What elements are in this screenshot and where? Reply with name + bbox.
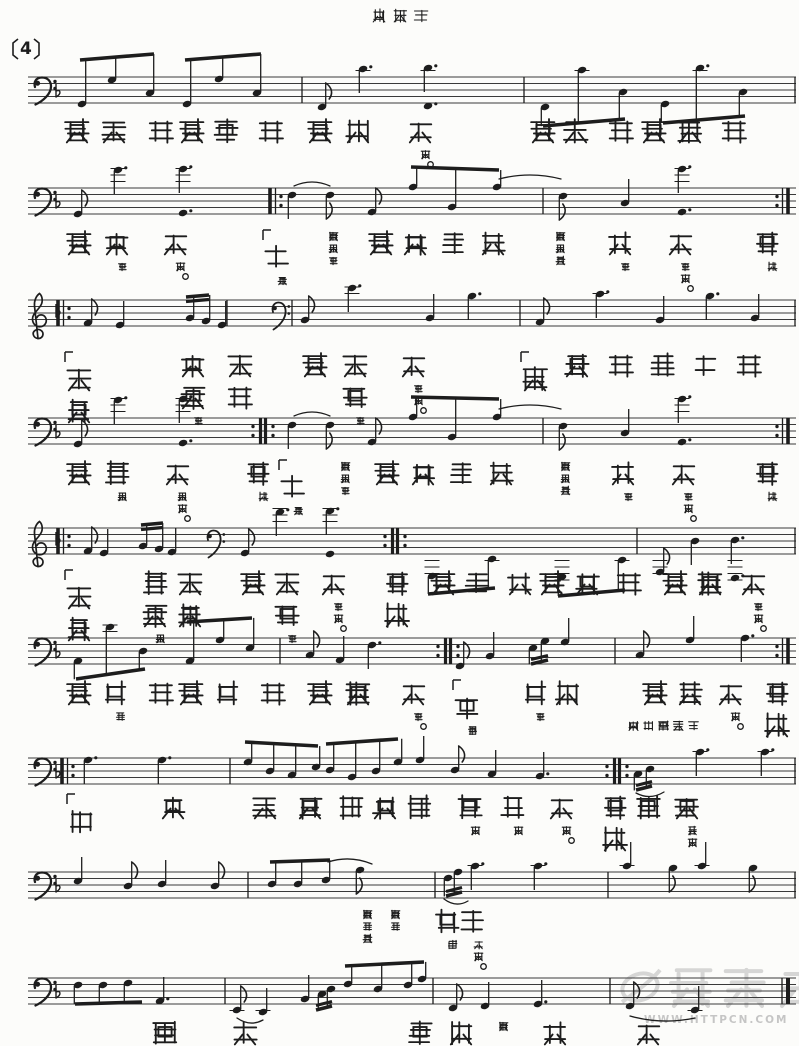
note-head bbox=[677, 438, 687, 447]
jianzipu-cluster bbox=[176, 678, 206, 708]
jianzipu-cluster bbox=[372, 458, 402, 488]
note-head bbox=[178, 209, 188, 218]
ideographic-period-icon bbox=[419, 406, 428, 415]
phrase-bracket-icon bbox=[278, 458, 288, 472]
jianzipu-cluster bbox=[160, 228, 190, 281]
jianzipu-cluster bbox=[633, 1018, 663, 1046]
jianzipu-cluster bbox=[606, 350, 636, 380]
jianzipu-cluster bbox=[675, 678, 705, 708]
jianzipu-cluster bbox=[400, 228, 430, 258]
note-head bbox=[677, 208, 687, 217]
jianzipu-cluster bbox=[446, 458, 476, 488]
jianzipu-cluster bbox=[343, 116, 373, 146]
section-number: 4 bbox=[20, 39, 32, 59]
jianzipu-cluster bbox=[146, 116, 176, 146]
jianzipu-cluster bbox=[640, 678, 670, 708]
ideographic-period-icon bbox=[181, 272, 190, 281]
jianzipu-cluster bbox=[715, 678, 745, 731]
jianzipu-cluster bbox=[675, 116, 705, 146]
ideographic-period-icon bbox=[339, 624, 348, 633]
jianzipu-cluster bbox=[140, 568, 170, 644]
jianzipu-cluster bbox=[537, 568, 567, 598]
jianzipu-cluster bbox=[211, 116, 241, 146]
jianzipu-cluster bbox=[295, 792, 325, 822]
annotation-label bbox=[627, 719, 700, 732]
phrase-bracket-icon bbox=[66, 792, 76, 806]
jianzipu-cluster bbox=[752, 228, 782, 272]
staff-system-7 bbox=[28, 736, 796, 797]
jianzipu-cluster bbox=[300, 350, 330, 380]
jianzipu-cluster bbox=[64, 458, 94, 488]
jianzipu-cluster bbox=[212, 678, 242, 708]
phrase-bracket-icon bbox=[262, 228, 272, 242]
jianzipu-cluster bbox=[546, 792, 576, 845]
jianzipu-cluster bbox=[102, 458, 132, 502]
jianzipu-cluster bbox=[498, 792, 528, 836]
jianzipu-cluster bbox=[608, 458, 638, 502]
jianzipu-cluster bbox=[668, 458, 698, 523]
jianzipu-cluster bbox=[719, 116, 749, 146]
jianzipu-cluster bbox=[405, 1018, 435, 1046]
jianzipu-cluster bbox=[64, 350, 94, 426]
jianzipu-cluster bbox=[330, 458, 351, 496]
jianzipu-cluster bbox=[446, 1018, 476, 1046]
jianzipu-cluster bbox=[550, 458, 571, 496]
jianzipu-cluster bbox=[366, 228, 396, 258]
jianzipu-cluster bbox=[256, 116, 286, 146]
ideographic-period-icon bbox=[736, 722, 745, 731]
jianzipu-cluster bbox=[258, 678, 288, 708]
jianzipu-cluster bbox=[672, 792, 702, 848]
staff-system-9 bbox=[28, 962, 796, 1023]
jianzipu-cluster bbox=[318, 228, 339, 266]
jianzipu-cluster bbox=[177, 116, 207, 146]
jianzipu-cluster bbox=[695, 568, 725, 598]
jianzipu-cluster bbox=[552, 678, 582, 708]
jianzipu-cluster bbox=[262, 228, 292, 286]
staff-system-8 bbox=[28, 842, 796, 904]
jianzipu-cluster bbox=[352, 906, 373, 944]
jianzipu-cluster bbox=[318, 568, 348, 633]
jianzipu-cluster bbox=[455, 792, 485, 836]
jianzipu-cluster bbox=[382, 568, 412, 630]
jianzipu-cluster bbox=[238, 568, 268, 598]
jianzipu-cluster bbox=[230, 1018, 260, 1046]
jianzipu-cluster bbox=[462, 568, 492, 598]
phrase-bracket-icon bbox=[452, 678, 462, 692]
jianzipu-cluster bbox=[398, 678, 428, 731]
jianzipu-cluster bbox=[250, 792, 280, 822]
jianzipu-cluster bbox=[600, 792, 630, 854]
jianzipu-cluster bbox=[380, 906, 401, 932]
ideographic-period-icon bbox=[426, 160, 435, 169]
jianzipu-cluster bbox=[614, 568, 644, 598]
jianzipu-cluster bbox=[545, 228, 566, 266]
jianzipu-cluster bbox=[225, 350, 255, 412]
watermark-url: WWW.HTTPCN.COM bbox=[644, 1014, 789, 1026]
phrase-bracket-icon bbox=[520, 350, 530, 364]
jianzipu-cluster bbox=[305, 116, 335, 146]
jianzipu-cluster bbox=[738, 568, 768, 633]
jianzipu-cluster bbox=[178, 350, 208, 426]
jianzipu-cluster bbox=[478, 228, 508, 258]
ideographic-period-icon bbox=[183, 514, 192, 523]
jianzipu-cluster bbox=[458, 906, 488, 971]
jianzipu-cluster bbox=[528, 116, 558, 146]
jianzipu-cluster bbox=[562, 350, 592, 380]
ideographic-period-icon bbox=[419, 722, 428, 731]
jianzipu-cluster bbox=[438, 228, 468, 258]
jianzipu-cluster bbox=[561, 116, 591, 146]
jianzipu-cluster bbox=[370, 792, 400, 822]
jianzipu-cluster bbox=[278, 458, 308, 516]
phrase-bracket-icon bbox=[64, 350, 74, 364]
jianzipu-cluster bbox=[690, 350, 720, 380]
jianzipu-cluster bbox=[102, 228, 132, 272]
jianzipu-cluster bbox=[486, 458, 516, 488]
ideographic-period-icon bbox=[479, 962, 488, 971]
jianzipu-cluster bbox=[398, 350, 428, 415]
jianzipu-cluster bbox=[305, 678, 335, 708]
jianzipu-cluster bbox=[606, 116, 636, 146]
jianzipu-cluster bbox=[150, 1018, 180, 1046]
jianzipu-cluster bbox=[64, 228, 94, 258]
jianzipu-cluster bbox=[66, 792, 96, 836]
jianzipu-cluster bbox=[100, 678, 130, 722]
note-head bbox=[178, 439, 188, 448]
jianzipu-cluster bbox=[243, 458, 273, 502]
jianzipu-cluster bbox=[405, 792, 435, 822]
jianzipu-cluster bbox=[162, 458, 192, 523]
jianzipu-cluster bbox=[665, 228, 695, 293]
jianzipu-cluster bbox=[452, 678, 482, 736]
jianzipu-cluster bbox=[752, 458, 782, 502]
jianzipu-cluster bbox=[343, 678, 373, 708]
jianzipu-cluster bbox=[146, 678, 176, 708]
ideographic-period-icon bbox=[567, 836, 576, 845]
jianzipu-cluster bbox=[520, 678, 550, 722]
jianzipu-cluster bbox=[648, 350, 678, 380]
jianzipu-cluster bbox=[64, 678, 94, 708]
jianzipu-cluster bbox=[660, 568, 690, 598]
jianzipu-cluster bbox=[62, 116, 92, 146]
jianzipu-cluster bbox=[405, 116, 435, 169]
jianzipu-cluster bbox=[428, 568, 458, 598]
jianzipu-cluster bbox=[408, 458, 438, 488]
jianzipu-cluster bbox=[505, 568, 535, 598]
jianzipu-cluster bbox=[639, 116, 669, 146]
jianzipu-cluster bbox=[734, 350, 764, 380]
ideographic-period-icon bbox=[686, 284, 695, 293]
jianzipu-cluster bbox=[488, 1018, 509, 1032]
jianzipu-cluster bbox=[572, 568, 602, 598]
phrase-bracket-icon bbox=[64, 568, 74, 582]
jianzipu-cluster bbox=[272, 568, 302, 644]
ideographic-period-icon bbox=[759, 624, 768, 633]
jianzipu-cluster bbox=[99, 116, 129, 146]
jianzipu-cluster bbox=[605, 228, 635, 272]
jianzipu-cluster bbox=[336, 792, 366, 822]
jianzipu-cluster bbox=[158, 792, 188, 822]
jianzipu-cluster bbox=[633, 792, 663, 822]
jianzipu-cluster bbox=[520, 350, 550, 394]
jianzipu-cluster bbox=[540, 1018, 570, 1046]
ideographic-period-icon bbox=[689, 514, 698, 523]
jianzipu-cluster bbox=[340, 350, 370, 426]
jianzipu-cluster bbox=[175, 568, 205, 630]
note-head bbox=[325, 550, 335, 559]
jianzipu-cluster bbox=[64, 568, 94, 644]
staff-system-2 bbox=[28, 165, 796, 220]
jianzipu-cluster bbox=[762, 678, 792, 740]
